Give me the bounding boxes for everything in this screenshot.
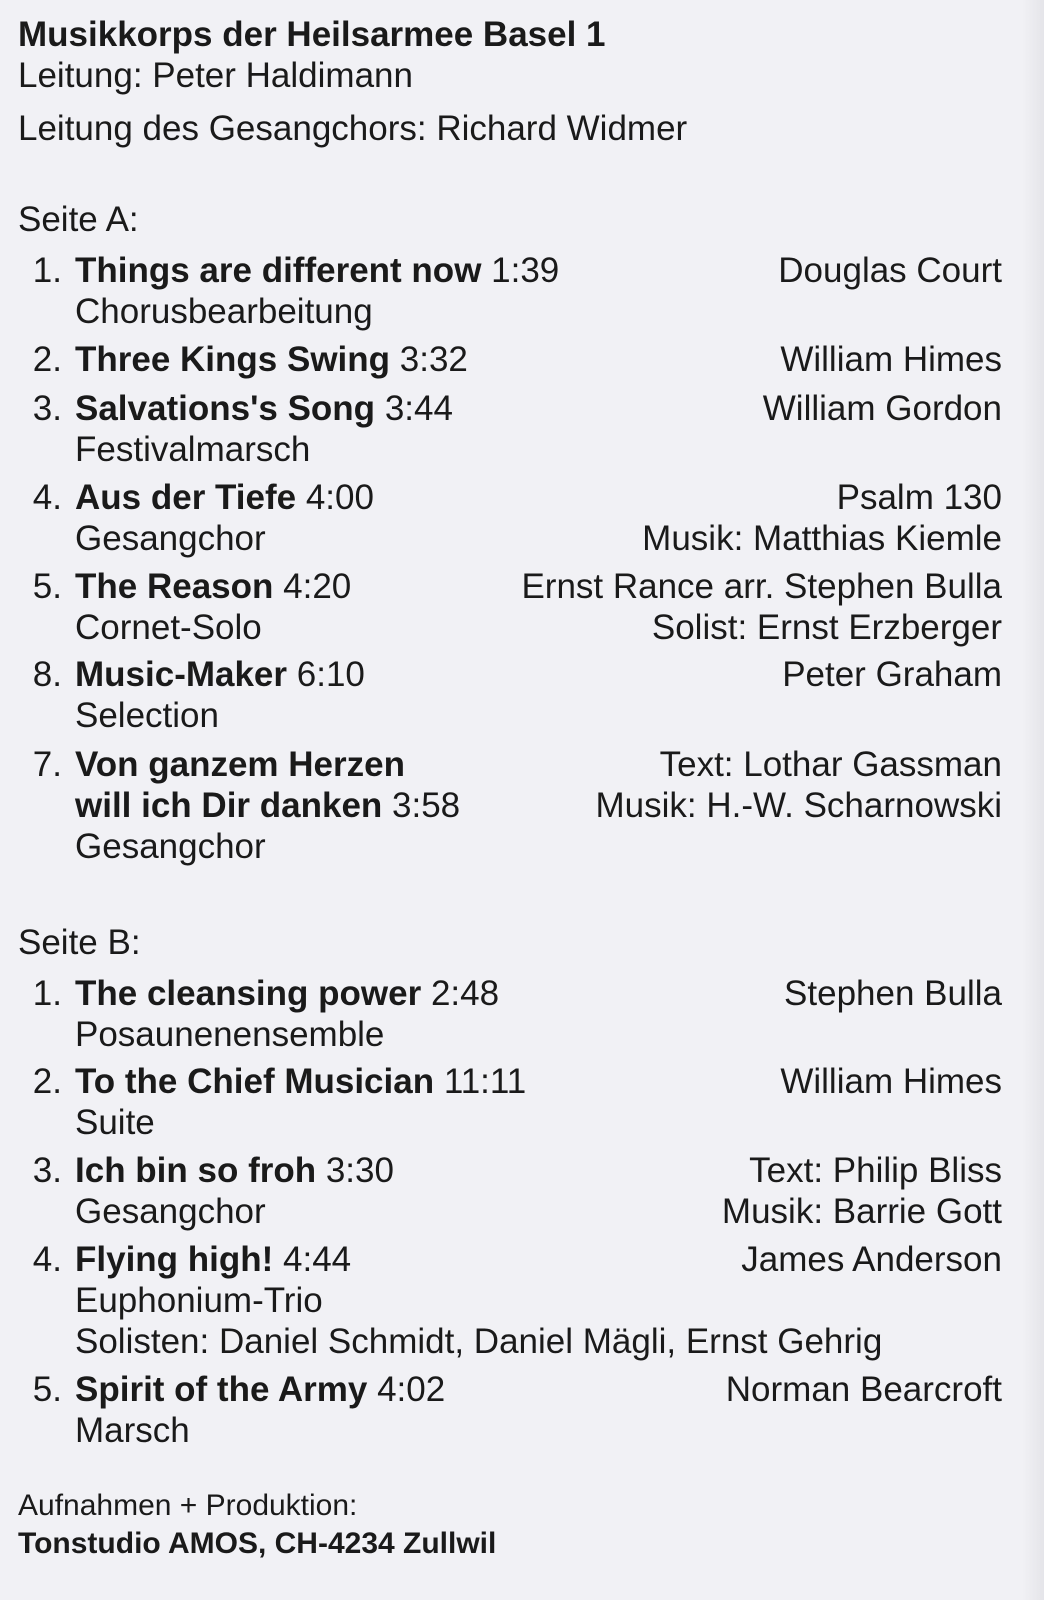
track-credit: Norman Bearcroft [725, 1370, 1002, 1409]
track-credit: Text: Lothar Gassman [659, 745, 1002, 784]
track-credit: William Himes [780, 1062, 1002, 1101]
track-number: 4. [32, 1240, 62, 1279]
track-duration: 3:32 [399, 340, 468, 379]
track-credit: Peter Graham [782, 655, 1002, 694]
track-title: The cleansing power [75, 974, 422, 1013]
track-duration: 2:48 [430, 974, 500, 1013]
track-number: 5. [32, 1370, 62, 1409]
track-number: 1. [32, 974, 62, 1013]
conductor-line: Leitung: Peter Haldimann [18, 56, 413, 95]
track-subtitle: Euphonium-Trio [75, 1281, 323, 1320]
track-credit: Psalm 130 [836, 478, 1002, 517]
ensemble-title: Musikkorps der Heilsarmee Basel 1 [18, 15, 606, 54]
track-title: Music-Maker [75, 655, 288, 694]
track-duration: 3:30 [325, 1151, 394, 1190]
track-number: 3. [32, 1151, 62, 1190]
track-credit: Text: Philip Bliss [749, 1151, 1002, 1190]
production-label: Aufnahmen + Produktion: [18, 1489, 358, 1522]
track-duration: 6:10 [296, 655, 365, 694]
track-credit: William Himes [780, 340, 1002, 379]
track-title: Ich bin so froh [75, 1151, 317, 1190]
page-edge-shade [1022, 0, 1044, 1600]
track-number: 2. [32, 1062, 62, 1101]
track-number: 5. [32, 567, 62, 606]
track-title: Spirit of the Army [75, 1370, 368, 1409]
track-subtitle: Festivalmarsch [75, 430, 311, 469]
track-title: Flying high! [75, 1240, 274, 1279]
track-duration: 4:44 [283, 1240, 352, 1279]
track-credit: Musik: Matthias Kiemle [642, 519, 1002, 558]
track-title: will ich Dir danken [75, 786, 383, 825]
track-duration: 3:44 [384, 389, 453, 428]
track-credit: James Anderson [741, 1240, 1002, 1279]
footer [18, 1488, 496, 1564]
track-subtitle: Marsch [75, 1411, 190, 1450]
track-number: 3. [32, 389, 62, 428]
track-subtitle: Posaunenensemble [75, 1015, 385, 1054]
track-title: The Reason [75, 567, 274, 606]
track-title: Von ganzem Herzen [75, 745, 405, 784]
track-number: 4. [32, 478, 62, 517]
track-title: To the Chief Musician [75, 1062, 435, 1101]
choir-conductor-line: Leitung des Gesangchors: Richard Widmer [18, 109, 688, 148]
studio-name: Tonstudio AMOS, CH-4234 Zullwil [18, 1527, 497, 1560]
track-soloists: Solisten: Daniel Schmidt, Daniel Mägli, Ernst Gehrig [75, 1322, 883, 1361]
track-subtitle: Gesangchor [75, 1192, 266, 1231]
track-duration: 4:20 [283, 567, 352, 606]
track-credit: Stephen Bulla [784, 974, 1002, 1013]
track-subtitle: Gesangchor [75, 827, 266, 866]
track-title: Aus der Tiefe [75, 478, 297, 517]
track-credit: William Gordon [762, 389, 1002, 428]
track-duration: 1:39 [491, 251, 560, 290]
side-a-label: Seite A: [18, 200, 139, 239]
track-duration: 11:11 [443, 1062, 527, 1101]
track-duration: 4:02 [377, 1370, 446, 1409]
track-title: Things are different now [75, 251, 482, 290]
track-number: 8. [32, 655, 62, 694]
track-title: Salvations's Song [75, 389, 376, 428]
track-subtitle: Gesangchor [75, 519, 266, 558]
track-number: 7. [32, 745, 62, 784]
track-number: 2. [32, 340, 62, 379]
track-subtitle: Cornet-Solo [75, 608, 262, 647]
track-credit: Musik: Barrie Gott [721, 1192, 1002, 1231]
header [18, 14, 1018, 149]
track-number: 1. [32, 251, 62, 290]
track-subtitle: Chorusbearbeitung [75, 292, 373, 331]
track-duration: 3:58 [392, 786, 461, 825]
side-b-label: Seite B: [18, 923, 141, 962]
track-duration: 4:00 [305, 478, 374, 517]
track-title: Three Kings Swing [75, 340, 391, 379]
track-credit: Solist: Ernst Erzberger [651, 608, 1002, 647]
track-credit: Musik: H.-W. Scharnowski [595, 786, 1002, 825]
track-credit: Ernst Rance arr. Stephen Bulla [521, 567, 1002, 606]
track-subtitle: Selection [75, 696, 219, 735]
track-subtitle: Suite [75, 1103, 155, 1142]
track-credit: Douglas Court [778, 251, 1002, 290]
